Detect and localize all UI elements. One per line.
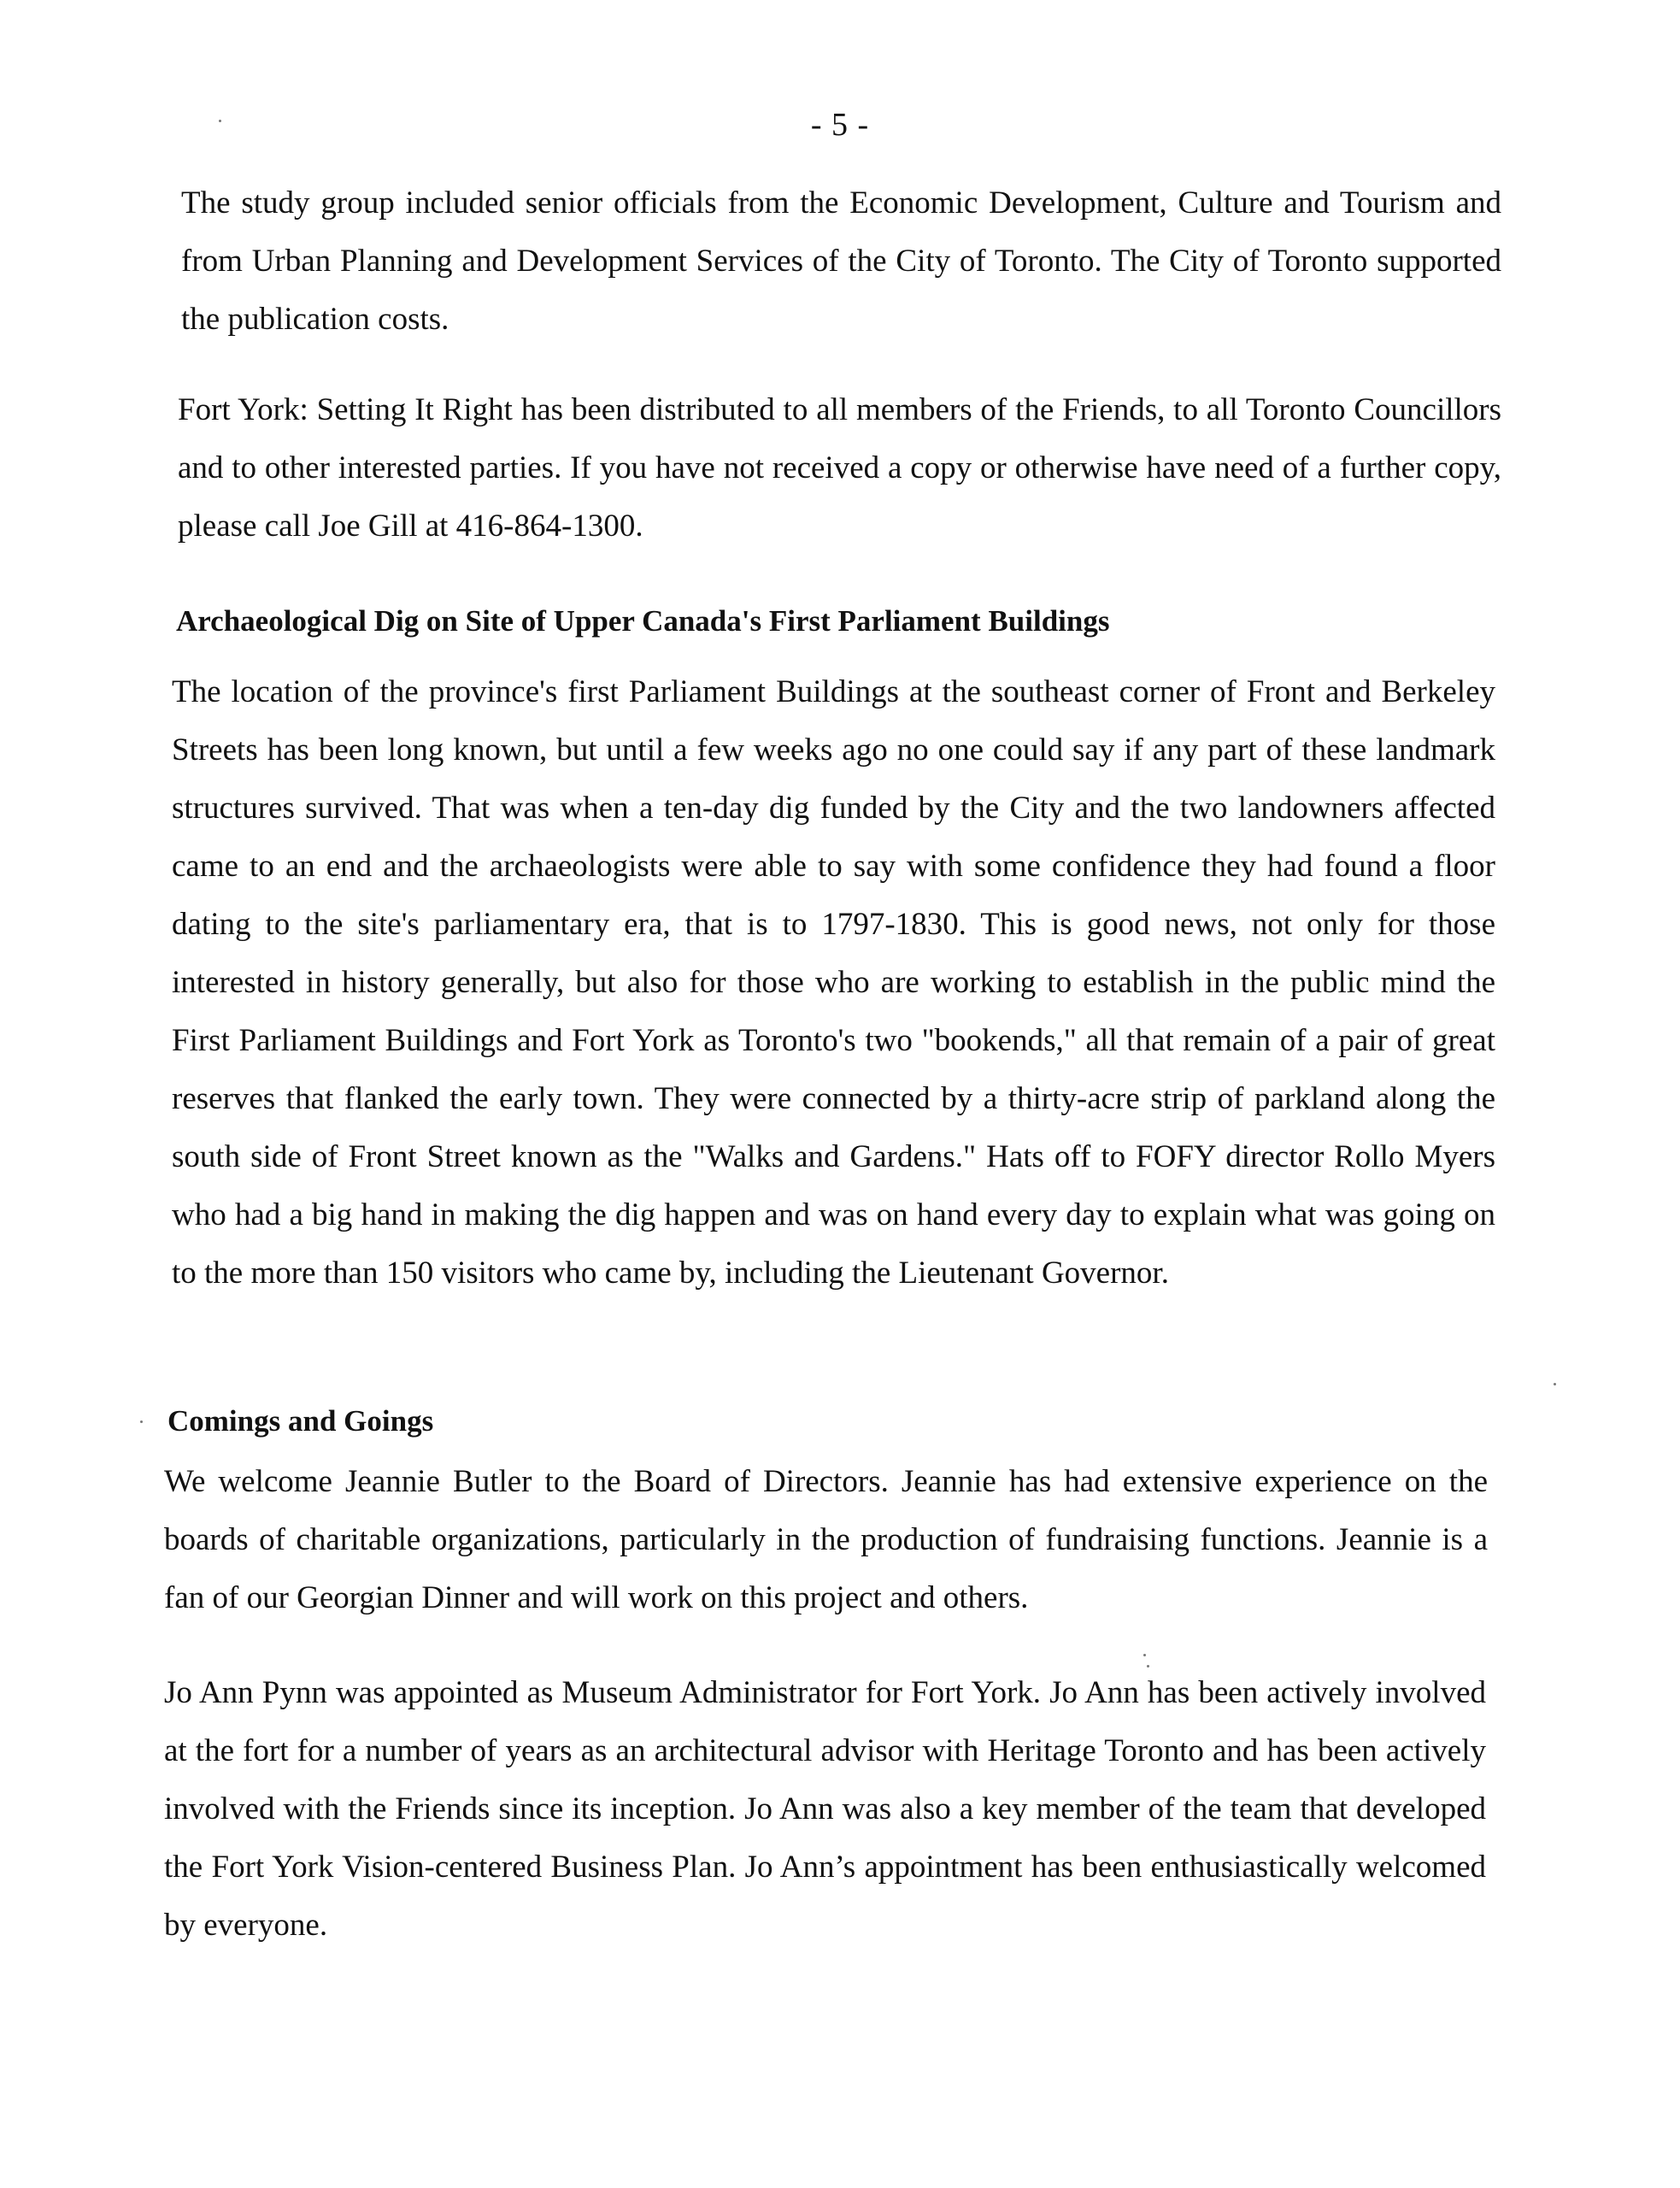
paragraph-jeannie-butler: We welcome Jeannie Butler to the Board of Directors. Jeannie has had extensive experience on the boards of charitable organizations, particularly in the production of fundraising functions. Jeannie is a fan of our Georgian Dinner and will work on this project and others. (164, 1464, 1488, 1615)
paragraph-archaeology: The location of the province's first Parliament Buildings at the southeast corner of Front and Berkeley Streets has been long known, but until a few weeks ago no one could say if any part of these landmark structures survived. That was when a ten-day dig funded by the City and the two landowners affected came to an end and the archaeologists were able to say with some confidence they had found a floor dating to the site's parliamentary era, that is to 1797-1830. This is good news, not only for those interested in history generally, but also for those who are working to establish in the public mind the First Parliament Buildings and Fort York as Toronto's two "bookends," all that remain of a pair of great reserves that flanked the early town. They were connected by a thirty-acre strip of parkland along the south side of Front Street known as the "Walks and Gardens." Hats off to FOFY director Rollo Myers who had a big hand in making the dig happen and was on hand every day to explain what was going on to the more than 150 visitors who came by, including the Lieutenant Governor. (172, 674, 1495, 1291)
paragraph-study-group: The study group included senior officials from the Economic Development, Culture and Tourism and from Urban Planning and Development Services of the City of Toronto. The City of Toronto supported the publication costs. (181, 185, 1501, 337)
scan-speck (140, 1420, 143, 1423)
scan-speck (1554, 1383, 1556, 1385)
scan-speck (1143, 1654, 1146, 1656)
distribution-block (178, 381, 1501, 556)
paragraph-jo-ann-pynn: Jo Ann Pynn was appointed as Museum Administrator for Fort York. Jo Ann has been actively involved at the fort for a number of years as an architectural advisor with Heritage Toronto and has been actively involved with the Friends since its inception. Jo Ann was also a key member of the team that developed the Fort York Vision-centered Business Plan. Jo Ann’s appointment has been enthusiastically welcomed by everyone. (164, 1675, 1486, 1943)
archaeology-heading-block (176, 602, 1458, 641)
jeannie-block (164, 1453, 1488, 1627)
study-group-block (181, 174, 1501, 349)
archaeology-block (172, 663, 1495, 1303)
heading-comings-and-goings: Comings and Goings (167, 1404, 434, 1438)
page-number: - 5 - (810, 107, 870, 143)
jo-ann-block (164, 1664, 1486, 1955)
paragraph-distribution: Fort York: Setting It Right has been distributed to all members of the Friends, to all Toronto Councillors and to other interested parties. If you have not received a copy or otherwise have need of a further copy, please call Joe Gill at 416-864-1300. (178, 392, 1501, 544)
heading-archaeological-dig: Archaeological Dig on Site of Upper Canada's First Parliament Buildings (176, 604, 1110, 638)
comings-goings-heading-block (167, 1402, 851, 1441)
scan-speck (219, 120, 221, 122)
scan-speck (1147, 1665, 1149, 1667)
